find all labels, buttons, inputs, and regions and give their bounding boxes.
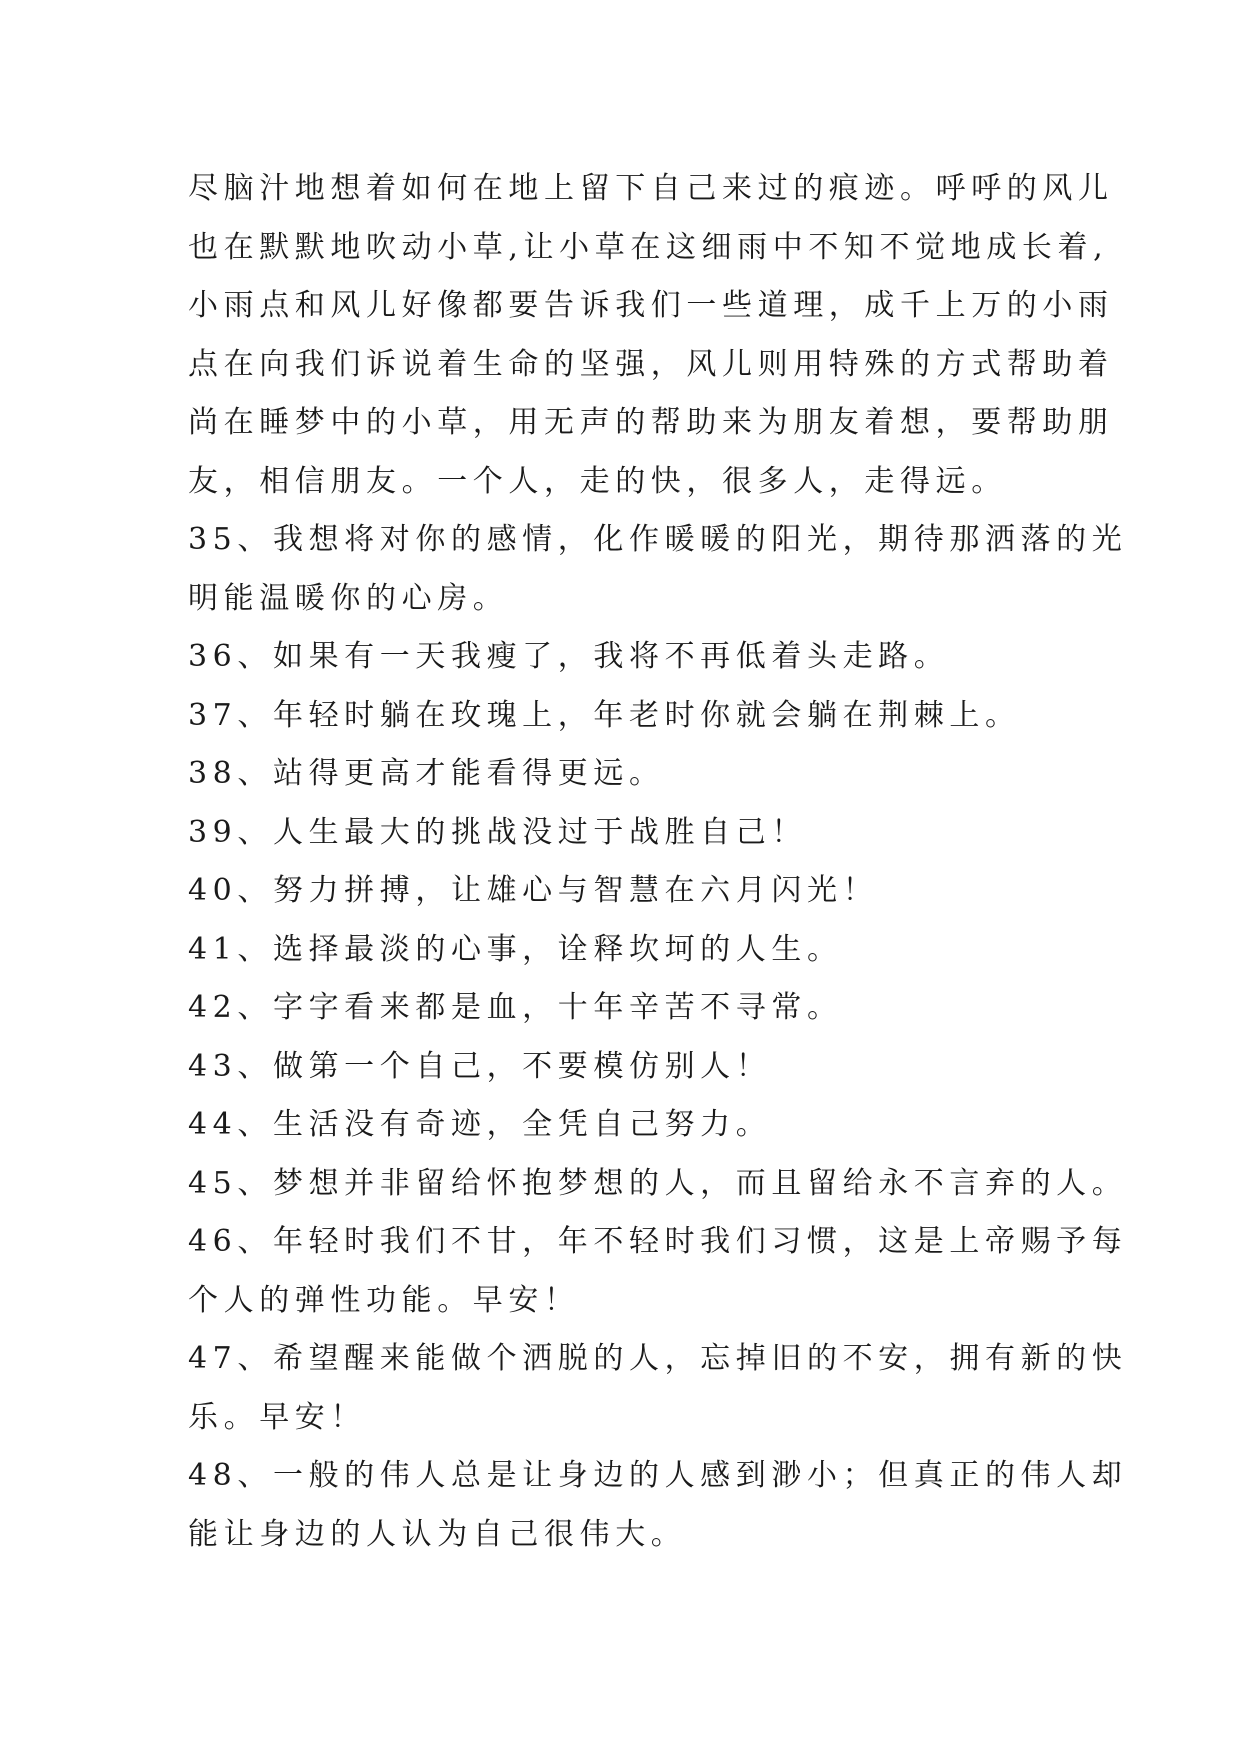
text-line: 47、希望醒来能做个洒脱的人，忘掉旧的不安，拥有新的快 — [188, 1341, 1128, 1376]
text-line: 37、年轻时躺在玫瑰上，年老时你就会躺在荆棘上。 — [188, 697, 1021, 733]
text-line: 36、如果有一天我瘦了，我将不再低着头走路。 — [188, 639, 950, 674]
text-line: 小雨点和风儿好像都要告诉我们一些道理，成千上万的小雨 — [188, 288, 1114, 323]
text-line: 44、生活没有奇迹，全凭自己努力。 — [188, 1107, 772, 1142]
text-line: 41、选择最淡的心事，诠释坎坷的人生。 — [188, 931, 843, 967]
text-line: 40、努力拼搏，让雄心与智慧在六月闪光！ — [188, 873, 879, 908]
text-line: 38、站得更高才能看得更远。 — [188, 756, 665, 791]
text-line: 43、做第一个自己，不要模仿别人！ — [188, 1048, 772, 1084]
text-line: 46、年轻时我们不甘，年不轻时我们习惯，这是上帝赐予每 — [188, 1224, 1128, 1259]
text-line: 个人的弹性功能。早安！ — [188, 1282, 580, 1318]
text-line: 也在默默地吹动小草,让小草在这细雨中不知不觉地成长着, — [188, 229, 1109, 265]
text-line: 明能温暖你的心房。 — [188, 580, 509, 616]
text-line: 48、一般的伟人总是让身边的人感到渺小；但真正的伟人却 — [188, 1458, 1128, 1493]
text-line: 35、我想将对你的感情，化作暖暖的阳光，期待那洒落的光 — [188, 522, 1128, 557]
document-body — [188, 160, 1128, 1564]
text-line: 42、字字看来都是血，十年辛苦不寻常。 — [188, 990, 843, 1025]
text-line: 友，相信朋友。一个人，走的快，很多人，走得远。 — [188, 463, 1007, 499]
text-line: 乐。早安！ — [188, 1399, 366, 1435]
text-line: 尚在睡梦中的小草，用无声的帮助来为朋友着想，要帮助朋 — [188, 405, 1114, 440]
text-line: 点在向我们诉说着生命的坚强，风儿则用特殊的方式帮助着 — [188, 346, 1114, 382]
text-line: 45、梦想并非留给怀抱梦想的人，而且留给永不言弃的人。 — [188, 1165, 1128, 1201]
text-line: 39、人生最大的挑战没过于战胜自己！ — [188, 814, 807, 850]
text-line: 尽脑汁地想着如何在地上留下自己来过的痕迹。呼呼的风儿 — [188, 171, 1114, 206]
text-line: 能让身边的人认为自己很伟大。 — [188, 1516, 687, 1552]
